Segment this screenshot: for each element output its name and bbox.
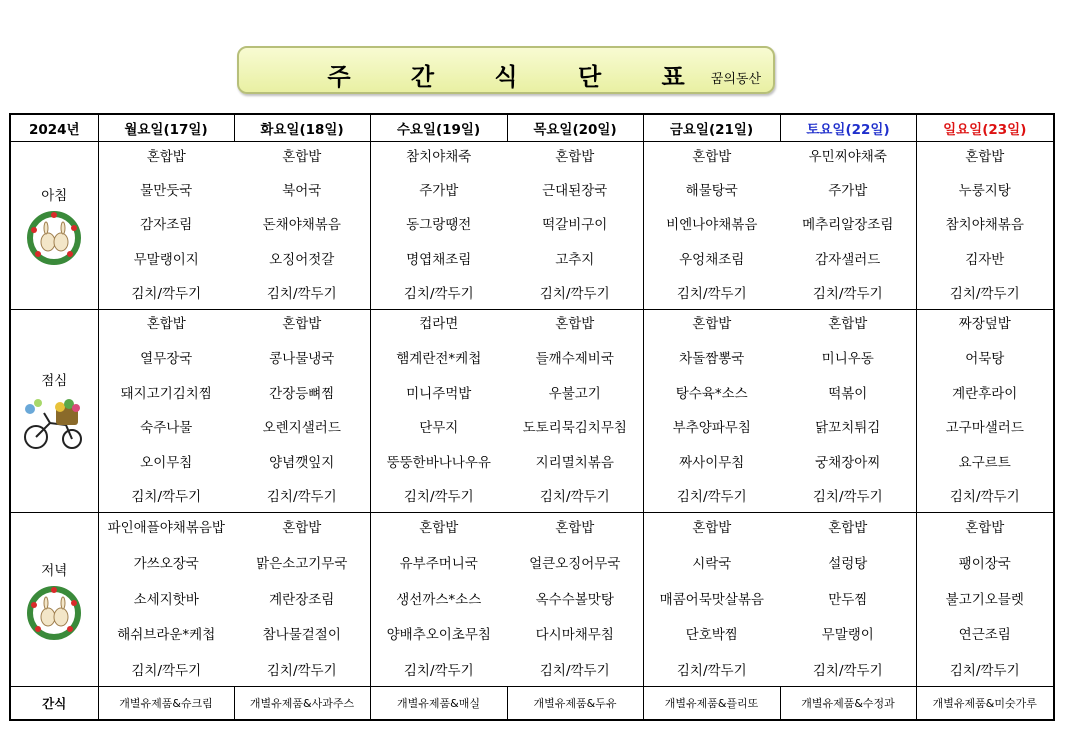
menu-item: 명엽채조림 — [406, 251, 472, 268]
menu-item: 요구르트 — [958, 454, 1011, 471]
menu-item: 혼합밥 — [828, 316, 868, 333]
menu-item: 김치/깍두기 — [131, 285, 202, 302]
menu-item: 김치/깍두기 — [131, 489, 202, 506]
day-header: 월요일(17일) — [98, 114, 234, 142]
menu-item: 돈채야채볶음 — [262, 217, 341, 234]
menu-item: 오징어젓갈 — [269, 251, 335, 268]
header-row — [10, 114, 1054, 142]
menu-item: 옥수수볼맛탕 — [535, 591, 614, 608]
menu-item: 혼합밥 — [692, 148, 732, 165]
menu-cell — [98, 142, 234, 310]
bunny-wreath-icon — [11, 210, 98, 266]
menu-item: 미니우동 — [821, 351, 874, 368]
menu-item: 혼합밥 — [692, 520, 732, 537]
menu-item: 뚱뚱한바나나우유 — [386, 454, 491, 471]
menu-item: 김치/깍두기 — [403, 489, 474, 506]
menu-cell — [370, 309, 507, 513]
menu-cell — [507, 142, 643, 310]
snack-item: 개별유제품&플리또 — [643, 686, 780, 720]
menu-item: 돼지고기김치찜 — [120, 385, 212, 402]
day-header: 일요일(23일) — [916, 114, 1054, 142]
menu-item: 김치/깍두기 — [539, 663, 610, 680]
menu-cell — [507, 309, 643, 513]
day-header: 금요일(21일) — [643, 114, 780, 142]
menu-item: 양배추오이초무침 — [386, 627, 491, 644]
menu-item: 혼합밥 — [965, 148, 1005, 165]
meal-label — [10, 513, 98, 687]
menu-cell — [234, 513, 370, 687]
meal-label-text: 아침 — [41, 188, 68, 205]
menu-item: 무말랭이지 — [133, 251, 199, 268]
menu-item: 설렁탕 — [828, 555, 868, 572]
menu-item: 혼합밥 — [282, 148, 322, 165]
menu-item: 김치/깍두기 — [403, 663, 474, 680]
snack-item: 개별유제품&사과주스 — [234, 686, 370, 720]
menu-item: 미니주먹밥 — [406, 385, 472, 402]
menu-cell — [234, 142, 370, 310]
menu-cell — [916, 309, 1054, 513]
day-header: 토요일(22일) — [780, 114, 916, 142]
menu-item: 계란장조림 — [269, 591, 335, 608]
menu-item: 김치/깍두기 — [539, 489, 610, 506]
menu-item: 숙주나물 — [140, 420, 193, 437]
menu-item: 단호박찜 — [685, 627, 738, 644]
menu-item: 혼합밥 — [555, 520, 595, 537]
day-header: 화요일(18일) — [234, 114, 370, 142]
menu-item: 부추양파무침 — [672, 420, 751, 437]
menu-item: 비엔나야채볶음 — [666, 217, 758, 234]
menu-item: 계란후라이 — [952, 385, 1018, 402]
menu-cell — [780, 142, 916, 310]
menu-item: 김치/깍두기 — [949, 489, 1020, 506]
meal-label — [10, 142, 98, 310]
menu-item: 메추리알장조림 — [802, 217, 894, 234]
snack-item: 개별유제품&매실 — [370, 686, 507, 720]
menu-item: 떡볶이 — [828, 385, 868, 402]
menu-cell — [98, 513, 234, 687]
year-label: 2024년 — [10, 114, 98, 142]
meal-label-text: 저녁 — [41, 562, 68, 579]
menu-item: 김치/깍두기 — [539, 285, 610, 302]
menu-item: 연근조림 — [958, 627, 1011, 644]
menu-item: 도토리묵김치무침 — [522, 420, 627, 437]
menu-cell — [507, 513, 643, 687]
title-banner — [237, 46, 775, 94]
menu-item: 간장등뼈찜 — [269, 385, 335, 402]
menu-item: 짜사이무침 — [679, 454, 745, 471]
menu-item: 짜장덮밥 — [958, 316, 1011, 333]
menu-item: 팽이장국 — [958, 555, 1011, 572]
menu-item: 양념깻잎지 — [269, 454, 335, 471]
menu-cell — [370, 142, 507, 310]
menu-item: 해물탕국 — [685, 183, 738, 200]
menu-item: 매콤어묵맛살볶음 — [659, 591, 764, 608]
menu-item: 감자샐러드 — [815, 251, 881, 268]
menu-item: 만두찜 — [828, 591, 868, 608]
menu-item: 콩나물냉국 — [269, 351, 335, 368]
menu-item: 무말랭이 — [821, 627, 874, 644]
menu-item: 탕수육*소스 — [675, 385, 748, 402]
menu-item: 얼큰오징어무국 — [529, 555, 621, 572]
menu-item: 김치/깍두기 — [949, 663, 1020, 680]
menu-item: 주가밥 — [828, 183, 868, 200]
menu-item: 오렌지샐러드 — [262, 420, 341, 437]
menu-item: 차돌짬뽕국 — [679, 351, 745, 368]
menu-cell — [98, 309, 234, 513]
menu-item: 소세지핫바 — [133, 591, 199, 608]
menu-item: 혼합밥 — [146, 148, 186, 165]
menu-cell — [916, 513, 1054, 687]
menu-item: 김치/깍두기 — [812, 489, 883, 506]
menu-item: 떡갈비구이 — [542, 217, 608, 234]
menu-item: 근대된장국 — [542, 183, 608, 200]
menu-item: 우민찌야채죽 — [808, 148, 887, 165]
menu-item: 햄계란전*케첩 — [396, 351, 482, 368]
weekly-menu-table — [9, 113, 1055, 721]
menu-item: 동그랑땡전 — [406, 217, 472, 234]
menu-cell — [234, 309, 370, 513]
menu-item: 생선까스*소스 — [396, 591, 482, 608]
menu-item: 김치/깍두기 — [812, 663, 883, 680]
menu-item: 혼합밥 — [146, 316, 186, 333]
menu-item: 김자반 — [965, 251, 1005, 268]
snack-item: 개별유제품&두유 — [507, 686, 643, 720]
menu-item: 지리멸치볶음 — [535, 454, 614, 471]
day-header: 목요일(20일) — [507, 114, 643, 142]
meal-row — [10, 142, 1054, 310]
menu-item: 고추지 — [555, 251, 595, 268]
menu-item: 혼합밥 — [282, 316, 322, 333]
menu-item: 닭꼬치튀김 — [815, 420, 881, 437]
menu-item: 김치/깍두기 — [403, 285, 474, 302]
menu-item: 혼합밥 — [282, 520, 322, 537]
menu-item: 김치/깍두기 — [676, 489, 747, 506]
snack-item: 개별유제품&슈크림 — [98, 686, 234, 720]
menu-cell — [643, 142, 780, 310]
menu-item: 혼합밥 — [419, 520, 459, 537]
meal-row — [10, 309, 1054, 513]
menu-item: 고구마샐러드 — [945, 420, 1024, 437]
snack-row — [10, 686, 1054, 720]
snack-item: 개별유제품&미숫가루 — [916, 686, 1054, 720]
menu-cell — [643, 309, 780, 513]
menu-item: 참나물겉절이 — [262, 627, 341, 644]
menu-cell — [370, 513, 507, 687]
menu-item: 유부주머니국 — [399, 555, 478, 572]
menu-item: 김치/깍두기 — [676, 285, 747, 302]
menu-item: 해쉬브라운*케첩 — [117, 627, 216, 644]
menu-item: 컵라면 — [419, 316, 459, 333]
menu-item: 우엉채조림 — [679, 251, 745, 268]
menu-item: 다시마채무침 — [535, 627, 614, 644]
menu-item: 김치/깍두기 — [131, 663, 202, 680]
menu-item: 맑은소고기무국 — [256, 555, 348, 572]
menu-item: 김치/깍두기 — [266, 663, 337, 680]
menu-item: 열무장국 — [140, 351, 193, 368]
bicycle-flower-icon — [11, 395, 98, 453]
meal-label-text: 점심 — [41, 372, 68, 389]
snack-item: 개별유제품&수정과 — [780, 686, 916, 720]
menu-item: 혼합밥 — [555, 148, 595, 165]
menu-cell — [916, 142, 1054, 310]
menu-item: 혼합밥 — [555, 316, 595, 333]
menu-item: 어묵탕 — [965, 351, 1005, 368]
menu-item: 혼합밥 — [692, 316, 732, 333]
snack-label: 간식 — [10, 686, 98, 720]
menu-item: 김치/깍두기 — [266, 285, 337, 302]
menu-item: 김치/깍두기 — [266, 489, 337, 506]
meal-label — [10, 309, 98, 513]
meal-row — [10, 513, 1054, 687]
menu-cell — [780, 309, 916, 513]
menu-item: 궁채장아찌 — [815, 454, 881, 471]
menu-item: 파인애플야채볶음밥 — [107, 520, 225, 537]
menu-item: 김치/깍두기 — [949, 285, 1020, 302]
menu-item: 김치/깍두기 — [812, 285, 883, 302]
menu-item: 주가밥 — [419, 183, 459, 200]
bunny-wreath-icon — [11, 585, 98, 641]
menu-item: 물만둣국 — [140, 183, 193, 200]
menu-item: 누룽지탕 — [958, 183, 1011, 200]
menu-item: 가쓰오장국 — [133, 555, 199, 572]
menu-item: 오이무침 — [140, 454, 193, 471]
menu-item: 혼합밥 — [828, 520, 868, 537]
menu-item: 시락국 — [692, 555, 732, 572]
day-header: 수요일(19일) — [370, 114, 507, 142]
menu-cell — [780, 513, 916, 687]
menu-item: 북어국 — [282, 183, 322, 200]
menu-item: 김치/깍두기 — [676, 663, 747, 680]
menu-item: 혼합밥 — [965, 520, 1005, 537]
menu-cell — [643, 513, 780, 687]
page-title: 주 간 식 단 표 — [327, 63, 711, 91]
menu-item: 들깨수제비국 — [535, 351, 614, 368]
menu-item: 참치야채볶음 — [945, 217, 1024, 234]
menu-item: 우불고기 — [548, 385, 601, 402]
menu-item: 단무지 — [419, 420, 459, 437]
page-subtitle: 꿈의동산 — [710, 72, 761, 87]
menu-item: 참치야채죽 — [406, 148, 472, 165]
menu-item: 감자조림 — [140, 217, 193, 234]
menu-item: 불고기오믈렛 — [945, 591, 1024, 608]
